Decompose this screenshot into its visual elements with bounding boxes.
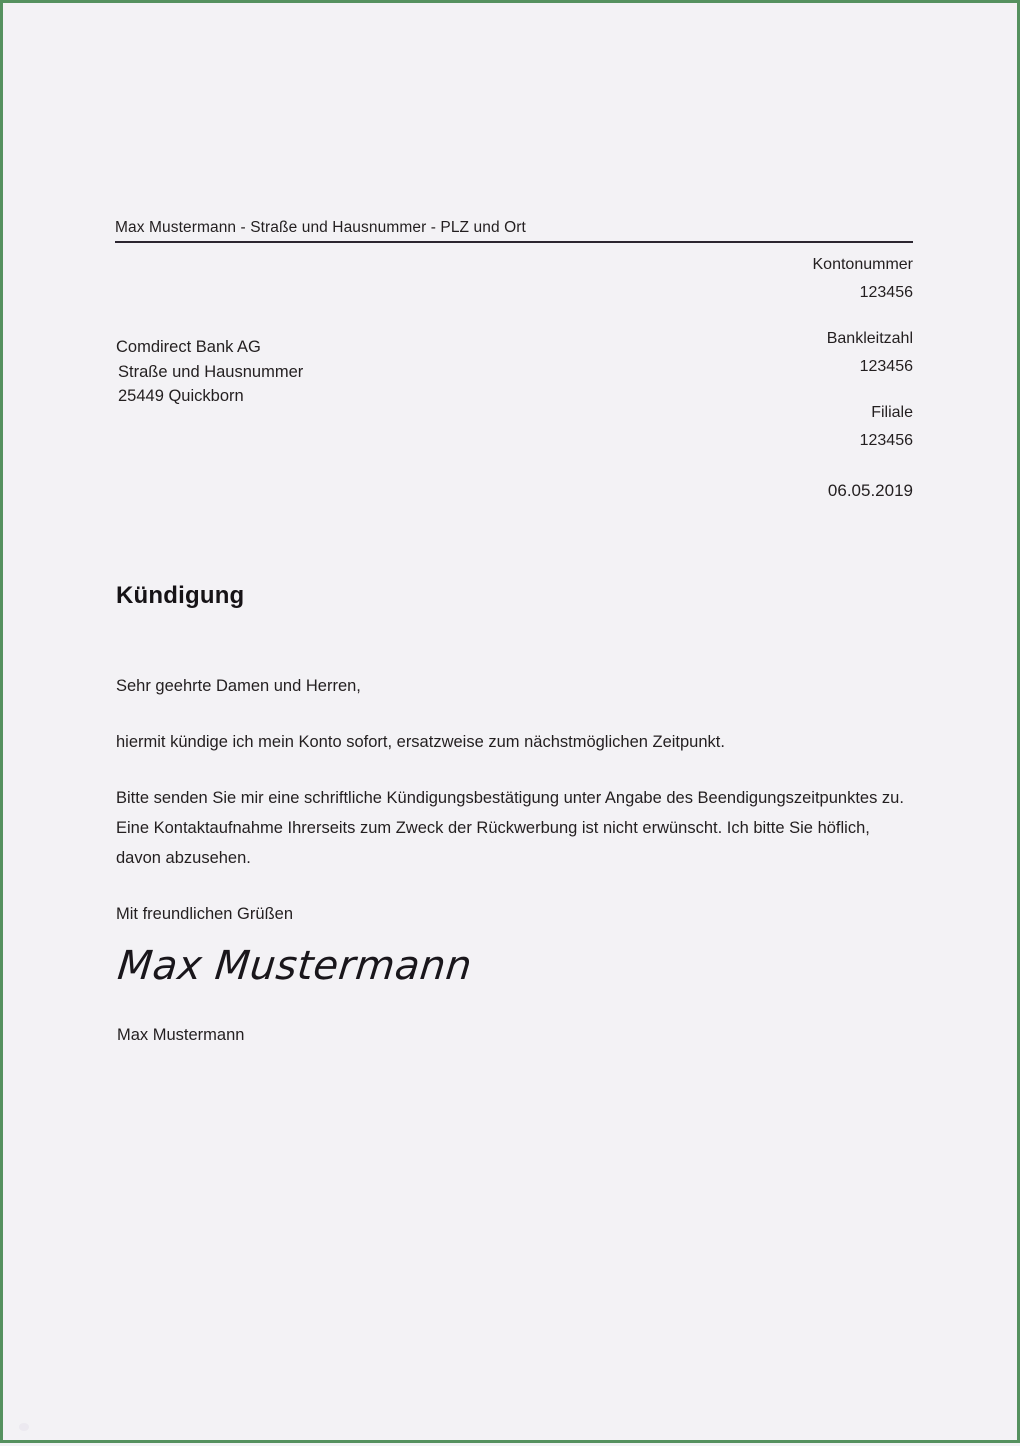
meta-label-bankleitzahl: Bankleitzahl [826, 330, 913, 347]
meta-group-filiale [553, 399, 913, 455]
letter-body [116, 671, 916, 929]
recipient-address-block [116, 335, 536, 409]
recipient-line-city: 25449 Quickborn [118, 387, 244, 405]
letter-date: 06.05.2019 [827, 481, 913, 500]
subject-heading: Kündigung [116, 582, 245, 609]
meta-group-kontonummer [553, 251, 913, 307]
recipient-line-street: Straße und Hausnummer [118, 362, 304, 381]
body-paragraph-2: Bitte senden Sie mir eine schriftliche Kündigungsbestätigung unter Angabe des Beendigungszeitpunktes zu. Eine Kontaktaufnahme Ihrerseits zum Zweck der Rückwerbung ist nicht erwünscht. Ich bitte Sie höflich, davon abzusehen. [116, 789, 904, 867]
signature-block [115, 939, 635, 1047]
body-closing: Mit freundlichen Grüßen [116, 905, 293, 923]
body-salutation: Sehr geehrte Damen und Herren, [116, 677, 361, 695]
recipient-line-company: Comdirect Bank AG [116, 338, 261, 356]
scan-artifact [19, 1423, 29, 1431]
handwritten-signature: Max Mustermann [115, 943, 475, 989]
signature-printed-name: Max Mustermann [117, 1026, 245, 1044]
body-paragraph-1: hiermit kündige ich mein Konto sofort, ersatzweise zum nächstmöglichen Zeitpunkt. [116, 733, 725, 751]
account-meta-block [553, 251, 913, 505]
meta-value-bankleitzahl: 123456 [859, 358, 913, 375]
sender-divider-rule [115, 241, 913, 243]
sender-block [115, 219, 913, 243]
sender-address-line: Max Mustermann - Straße und Hausnummer - PLZ und Ort [115, 219, 526, 236]
meta-group-bankleitzahl [553, 325, 913, 381]
meta-label-filiale: Filiale [871, 404, 913, 421]
meta-label-kontonummer: Kontonummer [812, 256, 913, 273]
meta-value-filiale: 123456 [859, 432, 913, 449]
meta-value-kontonummer: 123456 [859, 284, 913, 301]
letter-document [3, 3, 1020, 1446]
